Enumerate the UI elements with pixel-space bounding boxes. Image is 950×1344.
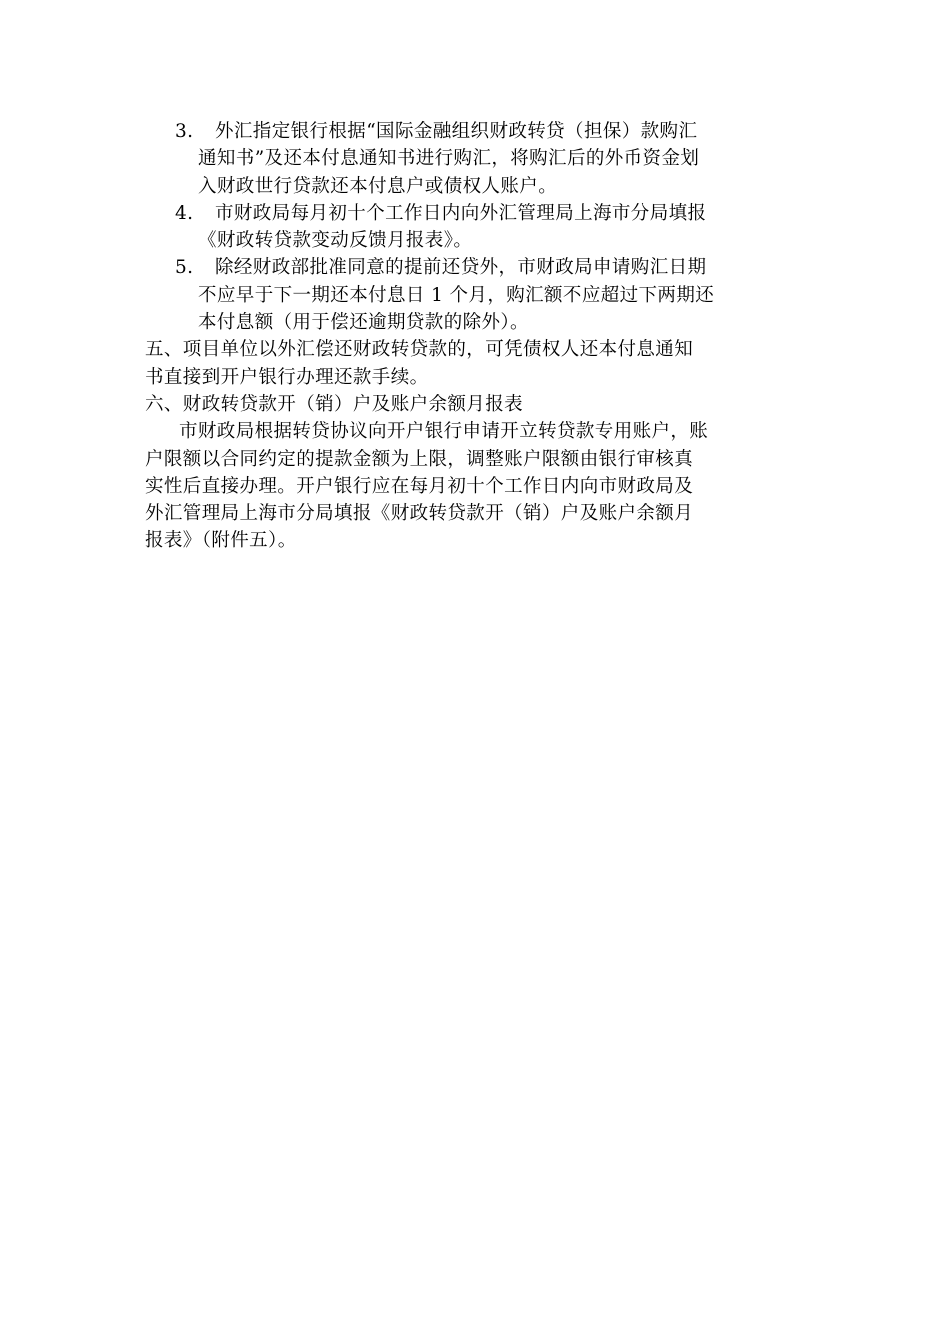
list-item-5-line-1 bbox=[145, 254, 809, 281]
list-item-4-text: 市财政局每月初十个工作日内向外汇管理局上海市分局填报 bbox=[215, 202, 707, 224]
list-item-3-line-3: 入财政世行贷款还本付息户或债权人账户。 bbox=[198, 175, 558, 197]
list-item-5-line-2: 不应早于下一期还本付息日 1 个月，购汇额不应超过下两期还 bbox=[198, 284, 715, 306]
list-item-5-line-3: 本付息额（用于偿还逾期贷款的除外）。 bbox=[198, 312, 529, 334]
list-item-4-number: 4. bbox=[175, 202, 194, 224]
list-item-3-number: 3. bbox=[175, 121, 194, 142]
list-item-5-number: 5. bbox=[175, 257, 194, 279]
section-6-line-2: 户限额以合同约定的提款金额为上限，调整账户限额由银行审核真 bbox=[145, 448, 694, 470]
section-5-line-2: 书直接到开户银行办理还款手续。 bbox=[145, 366, 429, 388]
section-6-line-1: 市财政局根据转贷协议向开户银行申请开立转贷款专用账户，账 bbox=[179, 421, 709, 443]
list-item-4-line-1 bbox=[145, 200, 809, 227]
document-body bbox=[145, 118, 809, 555]
section-6-line-5: 报表》（附件五）。 bbox=[145, 530, 297, 552]
section-5-line-1: 五、项目单位以外汇偿还财政转贷款的，可凭债权人还本付息通知 bbox=[145, 339, 694, 361]
list-item-3-line-1 bbox=[145, 118, 809, 145]
section-6-line-4: 外汇管理局上海市分局填报《财政转贷款开（销）户及账户余额月 bbox=[145, 503, 694, 525]
list-item-3-text: 外汇指定银行根据“国际金融组织财政转贷（担保）款购汇 bbox=[215, 121, 698, 142]
section-6-heading: 六、财政转贷款开（销）户及账户余额月报表 bbox=[145, 393, 524, 415]
section-6-line-3: 实性后直接办理。开户银行应在每月初十个工作日内向市财政局及 bbox=[145, 475, 694, 497]
list-item-4-line-2: 《财政转贷款变动反馈月报表》。 bbox=[198, 230, 473, 252]
list-item-3-line-2: 通知书”及还本付息通知书进行购汇，将购汇后的外币资金划 bbox=[198, 148, 700, 170]
list-item-5-text: 除经财政部批准同意的提前还贷外，市财政局申请购汇日期 bbox=[215, 257, 707, 279]
